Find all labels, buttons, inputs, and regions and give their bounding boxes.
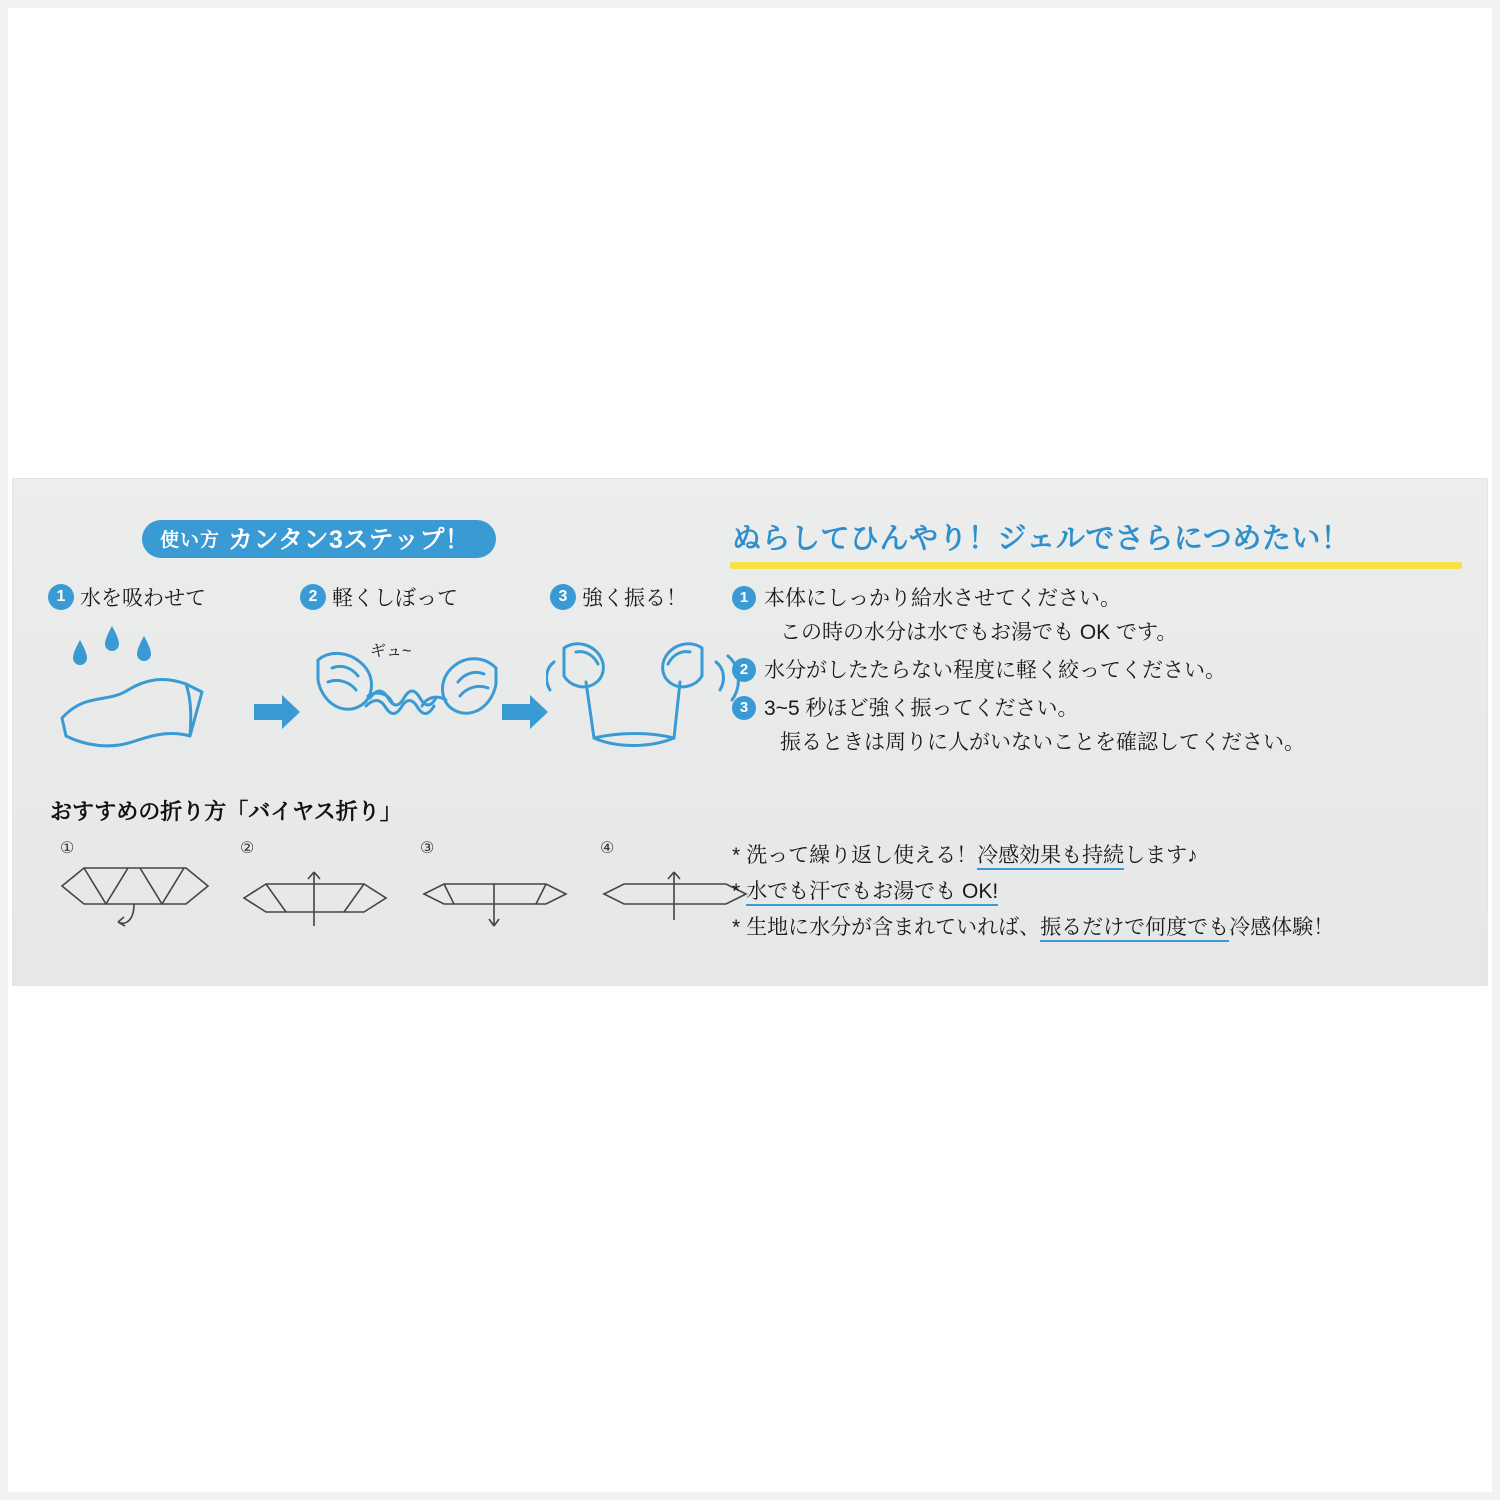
usage-illustration-column [30, 520, 710, 950]
fold-caption-1: ① [60, 840, 75, 857]
arrow-right-icon-1 [252, 692, 302, 732]
step-label-2: 軽くしぼって [332, 587, 458, 610]
step-header-3 [550, 582, 687, 612]
usage-badge-small-label: 使い方 [160, 529, 221, 551]
note-item-1 [732, 838, 1472, 874]
frame-edge-right [1492, 0, 1500, 1500]
note-star-3: * [732, 916, 741, 939]
note-item-2 [732, 874, 1472, 910]
fold-method-title: おすすめの折り方「バイヤス折り」 [50, 799, 402, 824]
frame-edge-top [0, 0, 1500, 8]
instruction-item-2 [732, 654, 1468, 688]
instruction-panel [12, 478, 1488, 986]
fold-diagram-1 [60, 860, 210, 938]
instruction-main-2: 水分がしたたらない程度に軽く絞ってください。 [764, 659, 1226, 682]
frame-edge-bottom [0, 1492, 1500, 1500]
instructions-column [728, 516, 1468, 956]
step-illustrations [30, 582, 710, 772]
towel-shaking-icon [546, 628, 746, 768]
step-header-1 [48, 582, 206, 612]
step-number-3: 3 [550, 584, 576, 610]
instruction-sub-3: 振るときは周りに人がいないことを確認してください。 [780, 731, 1305, 754]
fold-diagram-3 [420, 872, 570, 934]
note-post-1: します♪ [1124, 844, 1198, 867]
step-label-1: 水を吸わせて [80, 587, 206, 610]
instruction-main-3: 3~5 秒ほど強く振ってください。 [764, 697, 1079, 720]
step-label-3: 強く振る！ [582, 587, 687, 610]
instruction-main-1: 本体にしっかり給水させてください。 [764, 587, 1121, 610]
note-post-3: 冷感体験！ [1229, 916, 1335, 939]
notes-list [732, 838, 1472, 946]
arrow-right-icon-2 [500, 692, 550, 732]
usage-badge-big-label: カンタン3ステップ！ [228, 526, 471, 554]
step-number-2: 2 [300, 584, 326, 610]
usage-badge [142, 520, 496, 558]
headline-text: ぬらしてひんやり！ジェルでさらにつめたい！ [732, 523, 1351, 555]
fold-caption-3: ③ [420, 840, 435, 857]
note-underlined-2: 水でも汗でもお湯でも OK! [746, 880, 998, 906]
headline-underline [730, 562, 1462, 569]
note-pre-3: 生地に水分が含まれていれば、 [746, 916, 1041, 939]
squeeze-sound-label: ギュ~ [370, 643, 412, 660]
instruction-number-3: 3 [732, 696, 756, 720]
instruction-item-3 [732, 692, 1468, 760]
headline-block [728, 516, 1468, 572]
instruction-number-2: 2 [732, 658, 756, 682]
towel-wetting-icon [40, 618, 260, 768]
note-pre-1: 洗って繰り返し使える！ [746, 844, 978, 867]
note-underlined-3: 振るだけで何度でも [1040, 916, 1229, 942]
fold-diagram-row [40, 838, 720, 948]
towel-squeezing-icon [308, 638, 508, 768]
note-star-1: * [732, 844, 741, 867]
fold-caption-4: ④ [600, 840, 615, 857]
step-header-2 [300, 582, 458, 612]
note-star-2: * [732, 880, 741, 903]
instruction-number-1: 1 [732, 586, 756, 610]
fold-caption-2: ② [240, 840, 255, 857]
instruction-list [732, 582, 1468, 764]
note-underlined-1: 冷感効果も持続 [977, 844, 1124, 870]
frame-edge-left [0, 0, 8, 1500]
step-number-1: 1 [48, 584, 74, 610]
instruction-item-1 [732, 582, 1468, 650]
note-item-3 [732, 910, 1472, 946]
instruction-sub-1: この時の水分は水でもお湯でも OK です。 [780, 621, 1178, 644]
fold-diagram-2 [240, 866, 390, 936]
